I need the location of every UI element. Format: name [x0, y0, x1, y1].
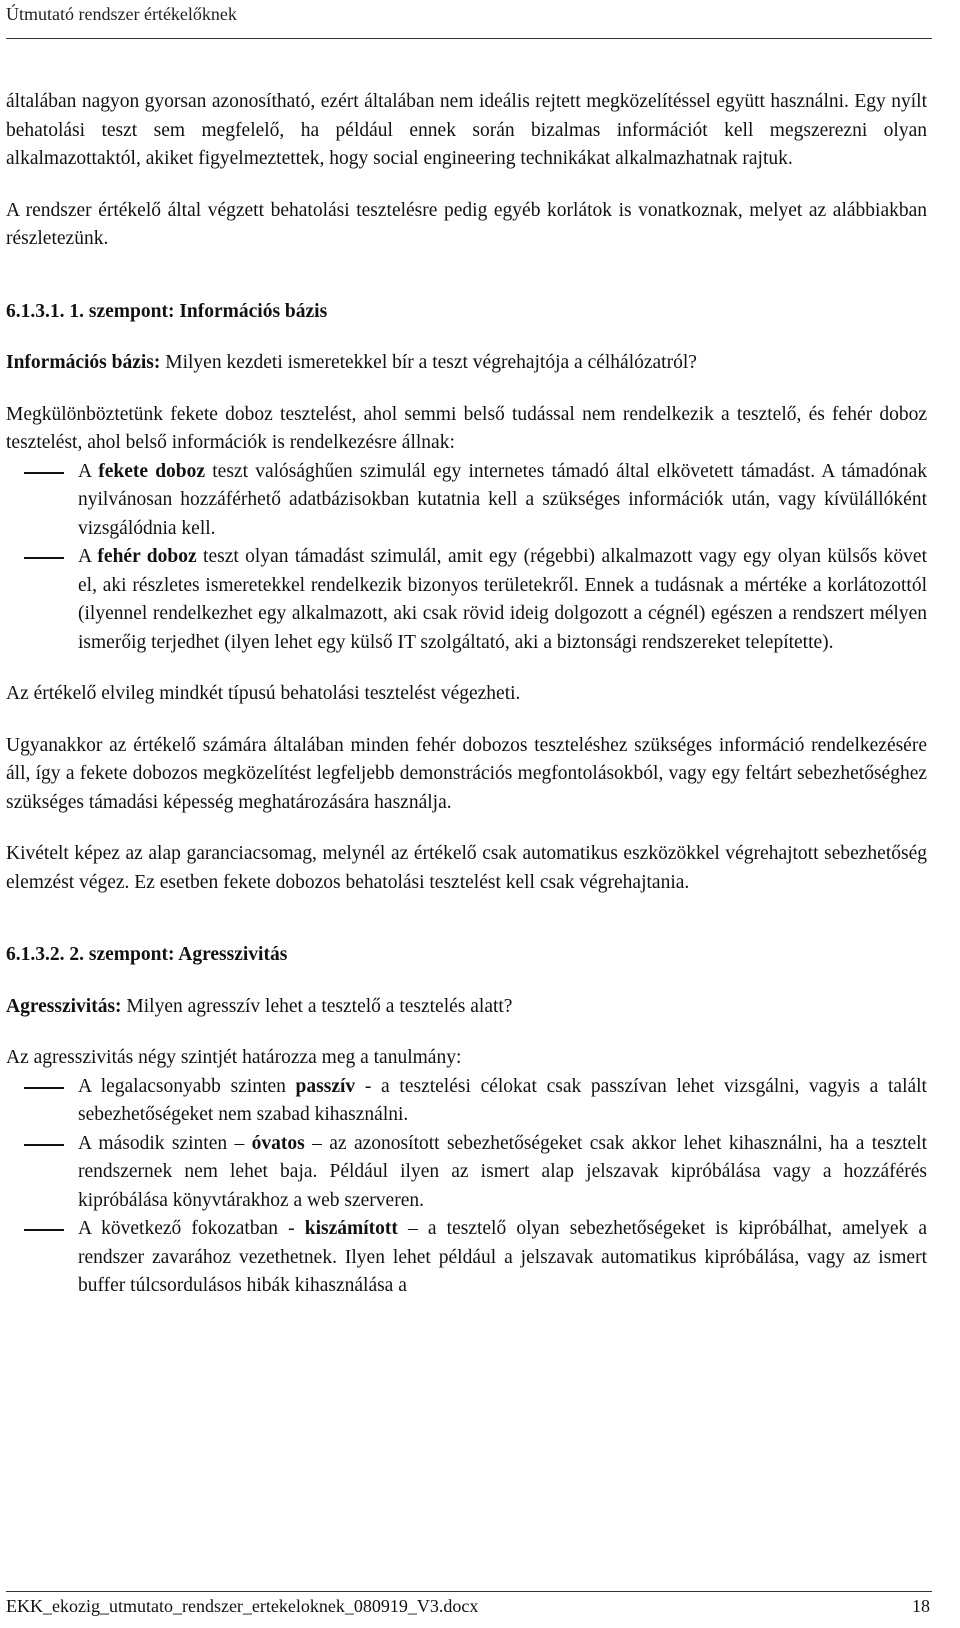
paragraph: Az agresszivitás négy szintjét határozza meg a tanulmány:: [6, 1047, 462, 1068]
list-item-text: A legalacsonyabb szinten: [78, 1075, 296, 1097]
document-body: [6, 88, 927, 1301]
list-item-term: fekete doboz: [98, 460, 206, 482]
footer-rule: [6, 1591, 932, 1592]
question-label: Információs bázis:: [6, 352, 161, 373]
list-item: [6, 458, 927, 544]
dash-bullet: [24, 557, 64, 559]
list-item-text: - a tesztelési célokat csak passzívan lehet vizsgálni, vagyis a talált sebezhetőségeket nem szabad kihasználni.: [78, 1075, 927, 1125]
running-header: Útmutató rendszer értékelőknek: [6, 4, 237, 24]
list-item: [6, 1215, 927, 1301]
list-item-text: teszt olyan támadást szimulál, amit egy (régebbi) alkalmazott vagy egy olyan külsős követ el, aki részletes ismeretekkel rendelkezik bizonyos területekről. Ennek a tudásnak a mértéke a korlátozottól (ilyennel rendelkezhet egy alkalmazott, aki csak rövid ideig dolgozott a cégnél) egészen a rendszert mélyen ismerőig terjedhet (ilyen lehet egy külső IT szolgáltató, aki a biztonsági rendszereket telepítette).: [78, 546, 927, 653]
list-item-text: – az azonosított sebezhetőségeket csak akkor lehet kihasználni, ha a tesztelt rendszernek nem lehet baja. Például ilyen az ismert alap jelszavak kipróbálása vagy a hozzáférés kipróbálása könyvtárakhoz a web szerveren.: [78, 1132, 927, 1211]
list-item: [6, 1130, 927, 1216]
question-line: [6, 993, 927, 1022]
header-rule: [6, 38, 932, 39]
page-number: 18: [912, 1596, 930, 1616]
list-item: [6, 543, 927, 657]
list-item-term: óvatos: [251, 1132, 305, 1154]
question-text: Milyen kezdeti ismeretekkel bír a teszt végrehajtója a célhálózatról?: [160, 352, 697, 373]
list-item-term: passzív: [295, 1075, 356, 1097]
dash-bullet: [24, 1229, 64, 1231]
list-item-text: A: [78, 546, 98, 567]
dash-bullet: [24, 1144, 64, 1146]
list-item-text: A második szinten –: [78, 1132, 252, 1154]
question-label: Agresszivitás:: [6, 995, 122, 1017]
paragraph: általában nagyon gyorsan azonosítható, ezért általában nem ideális rejtett megközelítéssel együtt használni. Egy nyílt behatolási teszt sem megfelelő, ha például ennek során bizalmas információt kell megszerezni olyan alkalmazottaktól, akiket figyelmeztettek, hogy social engineering technikákat alkalmazhatnak rajtuk.: [6, 91, 927, 169]
list-item-text: A következő fokozatban -: [78, 1218, 305, 1239]
list-item-text: – a tesztelő olyan sebezhetőségeket is kipróbálhat, amelyek a rendszer zavarához vezethetnek. Ilyen lehet például a jelszavak automatikus kipróbálása, vagy az ismert buffer túlcsordulásos hibák kihasználása a: [78, 1218, 928, 1296]
paragraph: A rendszer értékelő által végzett behatolási tesztelésre pedig egyéb korlátok is vonatkoznak, melyet az alábbiakban részletezünk.: [6, 199, 927, 249]
paragraph: Kivételt képez az alap garanciacsomag, melynél az értékelő csak automatikus eszközökkel végrehajtott sebezhetőség elemzést végez. Ez esetben fekete dobozos behatolási tesztelést kell csak végrehajtania.: [6, 843, 927, 893]
section-heading: 6.1.3.1. 1. szempont: Információs bázis: [6, 300, 328, 322]
dash-bullet: [24, 1087, 64, 1089]
list-item-term: kiszámított: [304, 1218, 398, 1239]
list-item-text: A: [78, 460, 99, 482]
question-line: [6, 349, 927, 378]
question-text: Milyen agresszív lehet a tesztelő a tesztelés alatt?: [121, 995, 513, 1017]
paragraph: Az értékelő elvileg mindkét típusú behatolási tesztelést végezheti.: [6, 683, 521, 704]
paragraph: Ugyanakkor az értékelő számára általában minden fehér dobozos teszteléshez szükséges információ rendelkezésére áll, így a fekete dobozos megközelítést legfeljebb demonstrációs megfontolásokból, vagy egy feltárt sebezhetőséghez szükséges támadási képesség meghatározására használja.: [6, 734, 927, 813]
dash-bullet: [24, 472, 64, 474]
footer-filename: EKK_ekozig_utmutato_rendszer_ertekeloknek_080919_V3.docx: [6, 1596, 479, 1616]
list-item-text: teszt valósághűen szimulál egy internetes támadó által elkövetett támadást. A támadónak nyilvánosan hozzáférhető adatbázisokban kutatnia kell a szükséges információk után, vagy kívülállóként vizsgálódnia kell.: [78, 460, 927, 539]
list-item: [6, 1073, 927, 1130]
paragraph: Megkülönböztetünk fekete doboz tesztelést, ahol semmi belső tudással nem rendelkezik a tesztelő, és fehér doboz tesztelést, ahol belső információk is rendelkezésre állnak:: [6, 403, 927, 453]
list-item-term: fehér doboz: [97, 546, 197, 567]
section-heading: 6.1.3.2. 2. szempont: Agresszivitás: [6, 944, 288, 965]
